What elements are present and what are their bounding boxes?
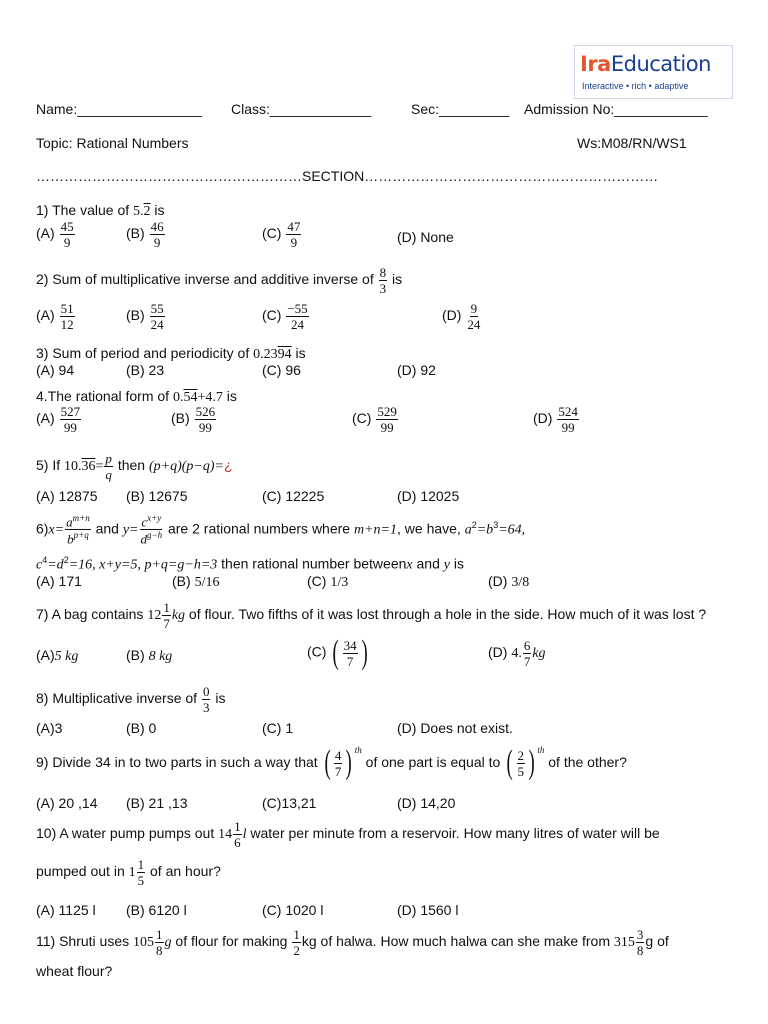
- logo-brand: IraEducation: [580, 52, 711, 76]
- question-4: 4.The rational form of 0.54+4.7 is: [36, 388, 237, 405]
- section-divider: …………………………………………………SECTION………………………………………………………: [36, 168, 659, 184]
- q10-option-b: (B) 6120 l: [126, 902, 187, 918]
- q2-option-b: (B) $\frac{55}{24}$: [126, 301, 164, 332]
- q6-option-c: (C) 1/3: [307, 573, 349, 590]
- q2-option-a: (A) $\frac{51}{12}$: [36, 301, 74, 332]
- q6-option-d: (D) 3/8: [488, 573, 530, 590]
- q7-option-d: (D) 4. $\frac{6}{7}$ kg: [488, 638, 546, 669]
- question-10: 10) A water pump pumps out 14 $\frac{1}{6}$ l water per minute from a reservoir. How many litres of water will be: [36, 819, 660, 850]
- question-8: 8) Multiplicative inverse of $\frac{0}{3}$ is: [36, 684, 226, 715]
- admission-field-label: Admission No:____________: [524, 101, 708, 117]
- q1-option-b: (B) $\frac{46}{9}$: [126, 219, 164, 250]
- question-9: 9) Divide 34 in to two parts in such a way that ( $\frac{4}{7}$ ) $^{th}$ of one part is equal to ( $\frac{2}{5}$ ) $^{th}$ of the other?: [36, 744, 627, 782]
- q10-option-a: (A) 1125 l: [36, 902, 96, 918]
- q8-option-b: (B) 0: [126, 720, 157, 736]
- logo-tagline: Interactive • rich • adaptive: [582, 81, 689, 91]
- q7-option-b: (B) 8 kg: [126, 647, 173, 664]
- q2-option-c: (C) $\frac{-55}{24}$: [262, 301, 308, 332]
- worksheet-code: Ws:M08/RN/WS1: [577, 135, 687, 151]
- question-11-line-2: wheat flour?: [36, 963, 113, 979]
- q3-option-b: (B) 23: [126, 362, 165, 378]
- q7-option-c: (C) ( $\frac{34}{7}$ ): [307, 634, 368, 671]
- class-field-label: Class:_____________: [231, 101, 372, 117]
- question-10-line-2: pumped out in 1 $\frac{1}{5}$ of an hour?: [36, 857, 221, 888]
- q2-option-d: (D) $\frac{9}{24}$: [442, 301, 481, 332]
- q9-option-d: (D) 14,20: [397, 795, 456, 811]
- q9-option-a: (A) 20 ,14: [36, 795, 98, 811]
- q7-option-a: (A)5 kg: [36, 647, 79, 664]
- question-6-line-2: $c^4=d^2=16$, x+y=5, p+q=g−h=3 then rational number betweenx and y is: [36, 555, 464, 573]
- question-11: 11) Shruti uses 105 $\frac{1}{8}$ g of flour for making $\frac{1}{2}$ kg of halwa. How much halwa can she make from 315 $\frac{3}{8}$ g of: [36, 927, 669, 958]
- q8-option-a: (A)3: [36, 720, 63, 736]
- sec-field-label: Sec:_________: [411, 101, 510, 117]
- question-6: 6)x= $\frac{a^{m+n}}{b^{p+q}}$ and y= $\frac{c^{x+y}}{d^{g-h}}$ are 2 rational numbers where m+n=1, we have, $a^2=b^3=64$,: [36, 513, 526, 547]
- q5-option-c: (C) 12225: [262, 488, 325, 504]
- q5-option-b: (B) 12675: [126, 488, 188, 504]
- q1-option-c: (C) $\frac{47}{9}$: [262, 219, 301, 250]
- question-2: 2) Sum of multiplicative inverse and additive inverse of $\frac{8}{3}$ is: [36, 265, 403, 296]
- ira-education-logo: [574, 45, 733, 99]
- question-3: 3) Sum of period and periodicity of 0.2394 is: [36, 345, 306, 362]
- q10-option-c: (C) 1020 l: [262, 902, 324, 918]
- question-1: 1) The value of 5.2 is: [36, 202, 165, 219]
- q3-option-c: (C) 96: [262, 362, 301, 378]
- q4-option-c: (C) $\frac{529}{99}$: [352, 404, 397, 435]
- q4-option-d: (D) $\frac{524}{99}$: [533, 404, 578, 435]
- q9-option-b: (B) 21 ,13: [126, 795, 188, 811]
- q5-option-a: (A) 12875: [36, 488, 98, 504]
- q8-option-d: (D) Does not exist.: [397, 720, 513, 736]
- q4-option-a: (A) $\frac{527}{99}$: [36, 404, 81, 435]
- question-7: 7) A bag contains 12 $\frac{1}{7}$ kg of flour. Two fifths of it was lost through a hole in the side. How much of it was lost ?: [36, 600, 707, 631]
- q5-option-d: (D) 12025: [397, 488, 460, 504]
- q6-option-b: (B) 5/16: [172, 573, 220, 590]
- q3-option-a: (A) 94: [36, 362, 75, 378]
- name-field-label: Name:________________: [36, 101, 202, 117]
- q10-option-d: (D) 1560 l: [397, 902, 459, 918]
- q1-option-a: (A) $\frac{45}{9}$: [36, 219, 74, 250]
- topic-title: Topic: Rational Numbers: [36, 135, 189, 151]
- q3-option-d: (D) 92: [397, 362, 436, 378]
- q6-option-a: (A) 171: [36, 573, 82, 589]
- question-5: 5) If 10.36= $\frac{p}{q}$ then (p+q)(p−q)=¿: [36, 451, 233, 482]
- q1-option-d: (D) None: [397, 229, 454, 245]
- q9-option-c: (C)13,21: [262, 795, 317, 811]
- q8-option-c: (C) 1: [262, 720, 294, 736]
- q4-option-b: (B) $\frac{526}{99}$: [171, 404, 216, 435]
